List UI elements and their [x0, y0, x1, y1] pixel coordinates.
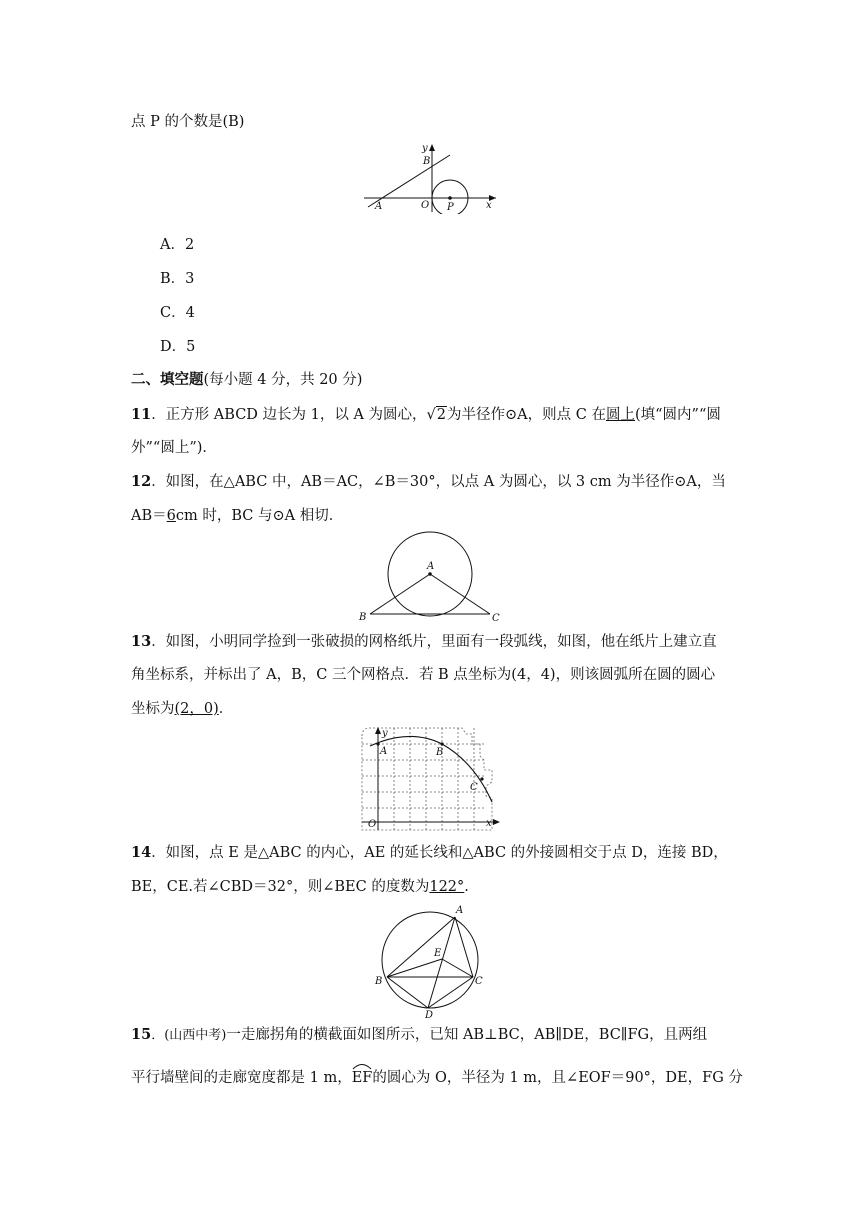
sqrt-symbol: √ — [426, 407, 436, 423]
q14-text-c: . — [464, 879, 469, 895]
q13-line3 — [131, 699, 233, 719]
fig4-label-d: D — [425, 1010, 434, 1018]
fig3-label-a: A — [380, 746, 388, 757]
section-note: (每小题 4 分，共 20 分) — [203, 372, 363, 388]
q15-text-c: 的圆心为 O，半径为 1 m，且∠EOF＝90°，DE，FG 分 — [372, 1070, 743, 1086]
fig4-label-a: A — [456, 905, 464, 916]
fig3-label-x: x — [486, 818, 492, 829]
fig2-label-c: C — [492, 613, 500, 624]
fig4-label-b: B — [375, 976, 383, 987]
fig3-label-y: y — [382, 728, 388, 739]
fig4-label-c: C — [475, 976, 483, 987]
q13-text-a: ．如图，小明同学捡到一张破损的网格纸片，里面有一段弧线，如图，他在纸片上建立直 — [151, 634, 717, 650]
arc-symbol-icon — [352, 1062, 372, 1070]
q14-line2 — [131, 877, 469, 897]
fig1-label-p: P — [447, 202, 454, 213]
q12-line1 — [131, 472, 726, 492]
q15-line2 — [131, 1068, 743, 1088]
q13-line1 — [131, 632, 717, 652]
q11-text-a: ．正方形 ABCD 边长为 1，以 A 为圆心， — [151, 407, 427, 423]
fig1-label-o: O — [421, 200, 430, 211]
q12-text-a: ．如图，在△ABC 中，AB＝AC，∠B＝30°，以点 A 为圆心，以 3 cm 为半径作⊙A，当 — [151, 474, 726, 490]
q12-text-b: AB＝ — [131, 508, 167, 524]
option-b: B．3 — [160, 271, 195, 287]
section-title: 二、填空题 — [131, 371, 204, 388]
question-tail-text: 点 P 的个数是(B) — [131, 114, 245, 130]
fig2-label-b: B — [359, 612, 367, 623]
q11-answer: 圆上 — [605, 407, 635, 423]
option-d: D．5 — [160, 339, 196, 355]
fig3-label-c: C — [470, 782, 478, 793]
arc-ef — [352, 1068, 373, 1088]
q14-text-b: BE，CE.若∠CBD＝32°，则∠BEC 的度数为 — [131, 879, 430, 895]
q15-arc-label: EF — [351, 1070, 373, 1086]
q15-text-b: 平行墙壁间的走廊宽度都是 1 m， — [131, 1070, 352, 1086]
q13-answer: (2，0) — [174, 701, 219, 717]
q14-answer: 122° — [429, 879, 465, 895]
q14-number: 14 — [131, 844, 152, 861]
q13-number: 13 — [131, 633, 152, 650]
figure-grid-arc — [358, 726, 504, 832]
figure-incircle-triangle — [372, 902, 488, 1018]
q15-source: ．(山西中考) — [151, 1028, 227, 1043]
q11-text-b: 为半径作⊙A，则点 C 在 — [447, 407, 606, 423]
fig1-label-b: B — [423, 156, 431, 167]
fig1-label-x: x — [486, 200, 492, 211]
figure-triangle-circle — [356, 530, 506, 624]
q15-line1 — [131, 1025, 707, 1046]
q12-answer: 6 — [166, 508, 176, 524]
q11-line2: 外”“圆上”)． — [131, 440, 217, 456]
q11-text-c: (填“圆内”“圆 — [634, 407, 721, 423]
fig3-label-o: O — [368, 819, 377, 830]
q13-line2: 角坐标系，并标出了 A，B，C 三个网格点．若 B 点坐标为(4，4)，则该圆弧所在圆的圆心 — [131, 667, 716, 683]
option-c: C．4 — [160, 305, 195, 321]
fig4-label-e: E — [434, 948, 442, 959]
section-heading — [131, 370, 362, 390]
fig3-label-b: B — [436, 747, 444, 758]
q14-text-a: ．如图，点 E 是△ABC 的内心，AE 的延长线和△ABC 的外接圆相交于点 D，连接 BD， — [151, 845, 728, 861]
q14-line1 — [131, 843, 728, 863]
q11-sqrt-value: 2 — [436, 407, 447, 423]
q13-text-b: 坐标为 — [131, 701, 175, 717]
figure-line-circle — [360, 142, 500, 214]
q12-text-c: cm 时，BC 与⊙A 相切． — [175, 508, 344, 524]
q15-number: 15 — [131, 1026, 152, 1043]
q11-line1 — [131, 405, 721, 425]
q15-text-a: 一走廊拐角的横截面如图所示，已知 AB⊥BC，AB∥DE，BC∥FG，且两组 — [226, 1027, 708, 1043]
q12-line2 — [131, 506, 343, 526]
q12-number: 12 — [131, 473, 152, 490]
fig1-label-y: y — [422, 143, 428, 154]
option-a: A．2 — [160, 237, 195, 253]
fig1-label-a: A — [375, 201, 383, 212]
fig2-label-a: A — [427, 561, 435, 572]
q11-number: 11 — [131, 406, 152, 423]
q13-text-c: ． — [218, 701, 234, 717]
